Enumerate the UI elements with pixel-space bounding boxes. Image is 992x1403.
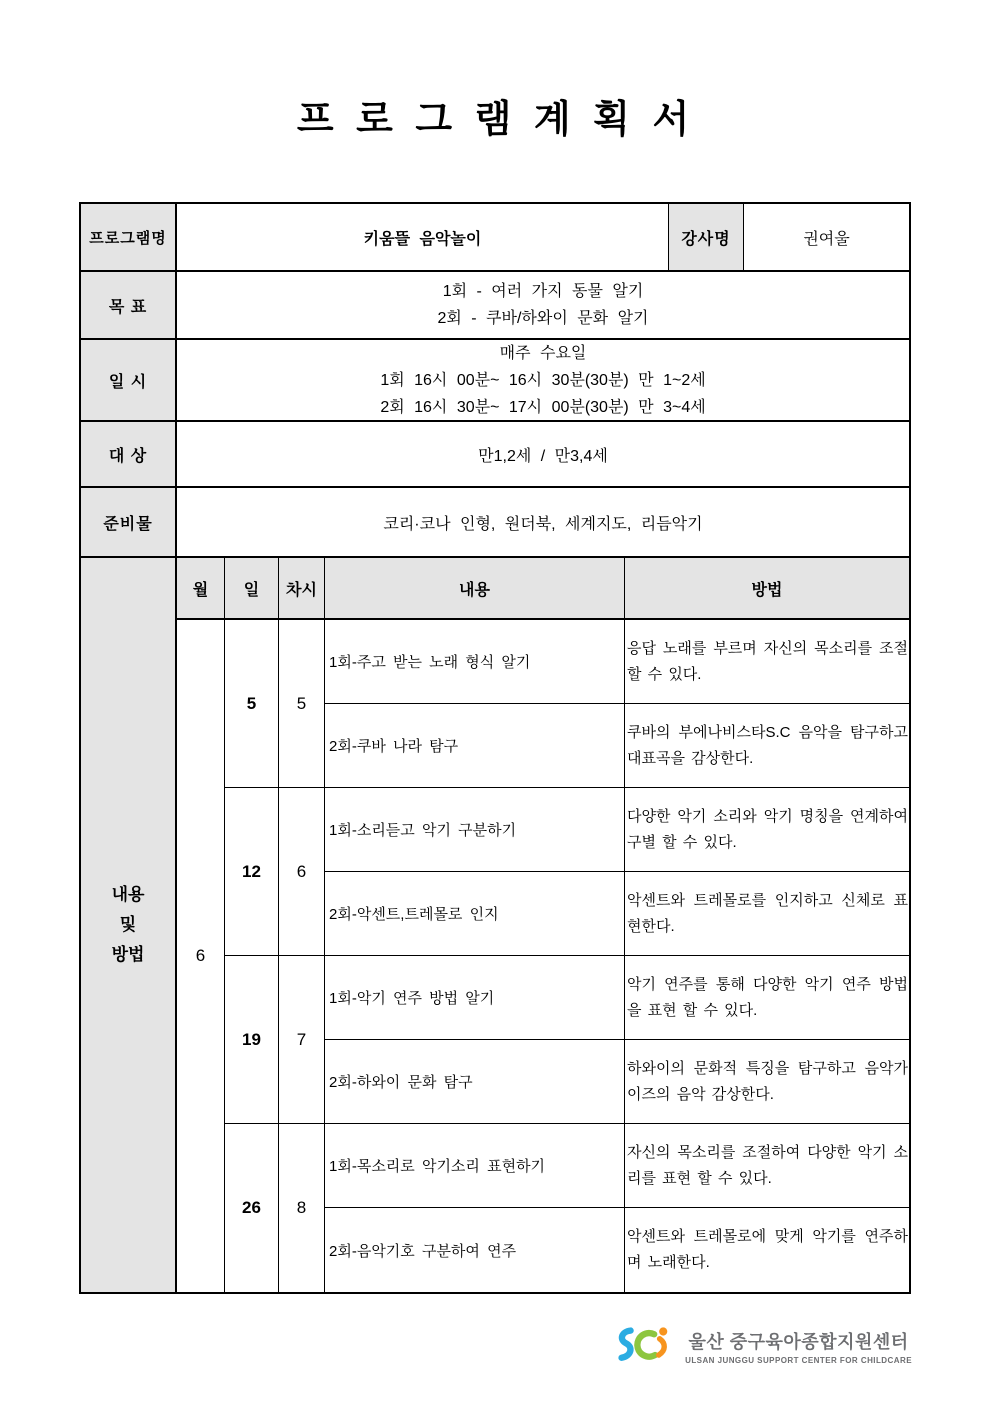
goal-label: 목 표 (81, 272, 177, 340)
method-text: 악센트와 트레몰로에 맞게 악기를 연주하며 노래한다. (627, 1228, 908, 1271)
col-header-month: 월 (177, 558, 225, 620)
org-name (685, 1328, 912, 1365)
program-name-label: 프로그램명 (81, 204, 177, 272)
month-cell: 6 (177, 620, 225, 1292)
goal-line: 1회 - 여러 가지 동물 알기 (442, 283, 644, 300)
method-cell (625, 788, 909, 872)
method-cell (625, 1040, 909, 1124)
col-header-method: 방법 (625, 558, 909, 620)
datetime-line: 1회 16시 00분~ 16시 30분(30분) 만 1~2세 (380, 371, 706, 389)
method-cell (625, 872, 909, 956)
materials-value: 코리·코나 인형, 원더북, 세계지도, 리듬악기 (383, 515, 703, 533)
method-text: 하와이의 문화적 특징을 탐구하고 음악가 이즈의 음악 감상한다. (627, 1059, 908, 1103)
col-header-day: 일 (225, 558, 279, 620)
instructor-name-value: 권여울 (744, 204, 909, 272)
method-cell (625, 1208, 909, 1292)
col-header-session: 차시 (279, 558, 325, 620)
content-cell: 2회-쿠바 나라 탐구 (325, 704, 625, 788)
method-text: 악기 연주를 통해 다양한 악기 연주 방법을 표현 할 수 있다. (627, 975, 908, 1019)
datetime-label: 일 시 (81, 340, 177, 422)
page-title: 프 로 그 램 계 획 서 (296, 99, 696, 141)
section-label (81, 558, 177, 1292)
content-cell: 1회-악기 연주 방법 알기 (325, 956, 625, 1040)
content-cell: 2회-악센트,트레몰로 인지 (325, 872, 625, 956)
content-cell: 2회-음악기호 구분하여 연주 (325, 1208, 625, 1292)
method-text: 자신의 목소리를 조절하여 다양한 악기 소리를 표현 할 수 있다. (627, 1143, 908, 1187)
target-value: 만1,2세 / 만3,4세 (177, 422, 909, 488)
schedule-table (79, 558, 911, 1294)
method-cell (625, 956, 909, 1040)
col-header-content: 내용 (325, 558, 625, 620)
content-cell: 1회-주고 받는 노래 형식 알기 (325, 620, 625, 704)
session-cell: 6 (279, 788, 325, 956)
method-cell (625, 704, 909, 788)
target-label: 대 상 (81, 422, 177, 488)
method-cell (625, 620, 909, 704)
method-text: 다양한 악기 소리와 악기 명칭을 연계하여 구별 할 수 있다. (627, 807, 908, 851)
method-text: 응답 노래를 부르며 자신의 목소리를 조절 할 수 있다. (627, 639, 908, 683)
instructor-label: 강사명 (669, 204, 744, 272)
session-cell: 7 (279, 956, 325, 1124)
section-label-line: 방법 (111, 945, 145, 964)
session-cell: 8 (279, 1124, 325, 1292)
day-cell: 5 (225, 620, 279, 788)
program-name-value: 키움뜰 음악놀이 (177, 204, 669, 272)
section-label-line: 및 (119, 915, 137, 934)
day-cell: 26 (225, 1124, 279, 1292)
day-cell: 19 (225, 956, 279, 1124)
org-name-korean: 울산 중구육아종합지원센터 (688, 1331, 909, 1352)
day-cell: 12 (225, 788, 279, 956)
org-logo-icon (617, 1323, 675, 1369)
content-cell: 1회-목소리로 악기소리 표현하기 (325, 1124, 625, 1208)
method-text: 악센트와 트레몰로를 인지하고 신체로 표현한다. (627, 891, 908, 935)
materials-label: 준비물 (81, 488, 177, 556)
goal-value (177, 272, 909, 340)
session-cell: 5 (279, 620, 325, 788)
info-table (79, 202, 911, 558)
content-cell: 1회-소리듣고 악기 구분하기 (325, 788, 625, 872)
datetime-line: 2회 16시 30분~ 17시 00분(30분) 만 3~4세 (380, 398, 706, 416)
org-logo (617, 1323, 912, 1369)
method-text: 쿠바의 부에나비스타S.C 음악을 탐구하고 대표곡을 감상한다. (627, 723, 908, 767)
goal-line: 2회 - 쿠바/하와이 문화 알기 (437, 310, 649, 327)
datetime-line: 매주 수요일 (499, 344, 587, 362)
content-cell: 2회-하와이 문화 탐구 (325, 1040, 625, 1124)
method-cell (625, 1124, 909, 1208)
org-name-english: ULSAN JUNGGU SUPPORT CENTER FOR CHILDCARE (685, 1355, 912, 1365)
section-label-line: 내용 (111, 885, 145, 904)
datetime-value (177, 340, 909, 422)
